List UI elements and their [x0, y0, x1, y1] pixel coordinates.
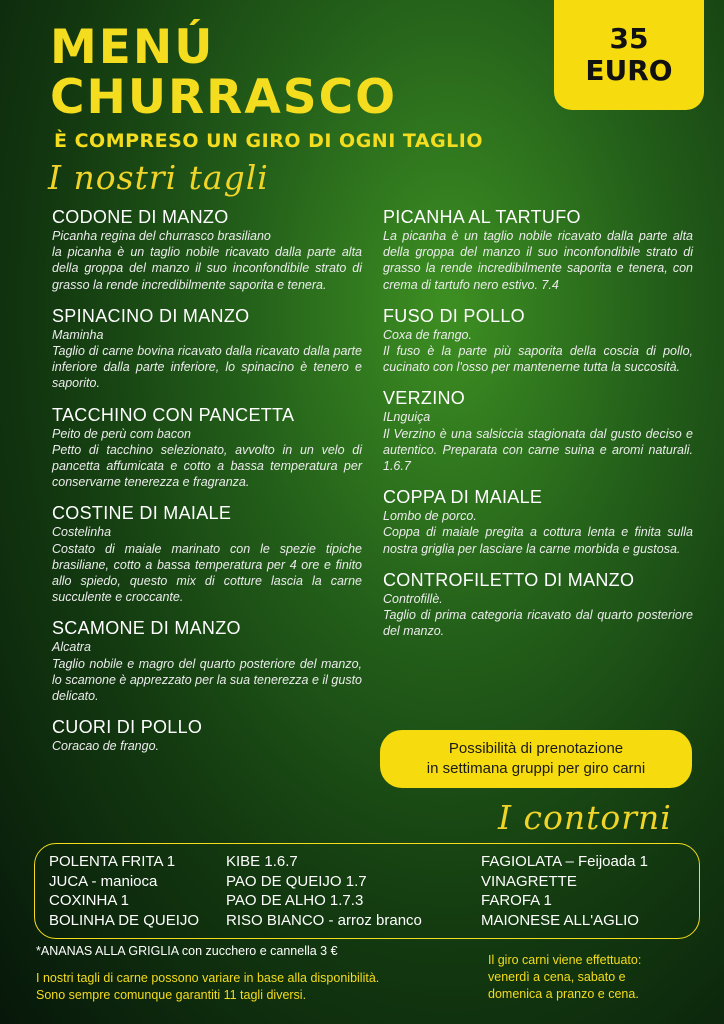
cut-description: la picanha è un taglio nobile ricavato dalla parte alta della groppa del manzo il suo inconfondibile strato di grasso la rende incredibilmente saporita e tenera. [52, 245, 362, 292]
side-dish-item: VINAGRETTE [481, 872, 577, 890]
availability-line2: Sono sempre comunque garantiti 11 tagli diversi. [36, 988, 307, 1002]
cut-name: SCAMONE DI MANZO [52, 618, 241, 639]
price-currency: EURO [585, 54, 673, 87]
cut-subtitle: Lombo de porco. [383, 509, 477, 524]
side-dish-item: JUCA - manioca [49, 872, 158, 890]
cut-description: Taglio di prima categoria ricavato dal quarto posteriore del manzo. [383, 608, 693, 639]
cut-subtitle: Picanha regina del churrasco brasiliano [52, 229, 271, 243]
cuts-right-column [383, 207, 693, 652]
menu-subtitle: È COMPRESO UN GIRO DI OGNI TAGLIO [54, 130, 483, 152]
cut-description: Il fuso è la parte più saporita della coscia di pollo, cucinato con l'osso per mantenerne tutta la succosità. [383, 344, 693, 375]
cut-name: SPINACINO DI MANZO [52, 305, 250, 326]
cut-name: CUORI DI POLLO [52, 717, 203, 738]
side-dish-item: MAIONESE ALL'AGLIO [481, 911, 639, 929]
cut-name: FUSO DI POLLO [383, 305, 525, 326]
cut-description: Coppa di maiale pregita a cottura lenta e finita sulla nostra griglia per lasciare la carne morbida e gustosa. [383, 525, 693, 556]
cut-name: COSTINE DI MAIALE [52, 503, 232, 524]
cut-item [383, 487, 693, 557]
cut-item [52, 306, 362, 392]
cut-item [52, 717, 362, 754]
cut-name: VERZINO [383, 388, 466, 409]
sides-heading: I contorni [498, 798, 672, 837]
cut-item [383, 306, 693, 376]
cut-subtitle: Coxa de frango. [383, 327, 472, 342]
cut-subtitle: Costelinha [52, 525, 112, 540]
cut-name: COPPA DI MAIALE [383, 487, 543, 508]
grill-pineapple-note: *ANANAS ALLA GRIGLIA con zucchero e cannella 3 € [36, 944, 338, 958]
side-dish-item: COXINHA 1 [49, 892, 130, 909]
cut-description: Taglio nobile e magro del quarto posteriore del manzo, lo scamone è apprezzato per la sua tenerezza e il gusto delicato. [52, 656, 362, 704]
cut-description: Taglio di carne bovina ricavato dalla ricavato dalla parte inferiore dalla parte inferiore, lo spinacino è tenero e saporito. [52, 344, 362, 391]
cut-item [52, 618, 362, 704]
cut-name: CONTROFILETTO DI MANZO [383, 569, 635, 590]
cut-item [52, 503, 362, 605]
cut-subtitle: Peito de perù com bacon [52, 426, 191, 441]
hours-line2: venerdì a cena, sabato e [488, 970, 626, 984]
side-dish-item: RISO BIANCO - arroz branco [226, 911, 422, 929]
menu-title-line1: MENÚ [50, 20, 215, 75]
side-dish-item: KIBE 1.6.7 [226, 853, 298, 870]
booking-line2: in settimana gruppi per giro carni [426, 760, 646, 777]
cut-description: Il Verzino è una salsiccia stagionata dal gusto deciso e autentico. Preparata con carne suina e aromi naturali. 1.6.7 [383, 426, 693, 474]
price-badge [554, 0, 704, 110]
cut-subtitle: Coracao de frango. [52, 739, 160, 754]
sides-column-1 [49, 852, 199, 930]
cut-subtitle: Controfillè. [383, 591, 443, 606]
booking-line1: Possibilità di prenotazione [448, 740, 624, 757]
sides-column-3 [481, 852, 648, 930]
service-hours-note [488, 952, 698, 1003]
cut-subtitle: Alcatra [52, 640, 91, 655]
cut-subtitle: Maminha [52, 327, 104, 342]
cut-name: TACCHINO CON PANCETTA [52, 404, 295, 425]
availability-line1: I nostri tagli di carne possono variare in base alla disponibilità. [36, 971, 380, 985]
cut-name: PICANHA AL TARTUFO [383, 207, 581, 227]
cut-item [383, 570, 693, 640]
booking-notice [380, 730, 692, 788]
cut-description: La picanha è un taglio nobile ricavato dalla parte alta della groppa del manzo il suo inconfondibile strato di grasso la rende incredibilmente saporita e tenera, con crema di tartufo nero estivo. 7.4 [383, 229, 693, 292]
availability-note [36, 970, 379, 1004]
sides-column-2 [226, 852, 422, 930]
cut-item [383, 207, 693, 293]
cut-description: Petto di tacchino selezionato, avvolto in un velo di pancetta affumicata e cotto a bassa temperatura per conservarne tenerezza e fragranza. [52, 442, 362, 490]
hours-line3: domenica a pranzo e cena. [488, 987, 639, 1001]
hours-line1: Il giro carni viene effettuato: [488, 953, 642, 967]
side-dish-item: FAGIOLATA – Feijoada 1 [481, 853, 649, 870]
side-dish-item: BOLINHA DE QUEIJO [49, 911, 200, 929]
cut-item [383, 388, 693, 474]
cuts-left-column [52, 207, 362, 767]
cut-description: Costato di maiale marinato con le spezie tipiche brasiliane, cotto a bassa temperatura per 4 ore e finito allo spiedo, questo mix di cotture lascia la carne succulente e croccante. [52, 541, 362, 605]
cut-item [52, 207, 362, 293]
cut-name: CODONE DI MANZO [52, 207, 229, 227]
sides-box [34, 843, 700, 939]
cut-item [52, 405, 362, 491]
side-dish-item: PAO DE QUEIJO 1.7 [226, 872, 367, 890]
side-dish-item: PAO DE ALHO 1.7.3 [226, 892, 364, 909]
menu-title-line2: CHURRASCO [50, 70, 398, 125]
side-dish-item: FAROFA 1 [481, 892, 552, 909]
price-amount: 35 [609, 21, 649, 55]
cuts-heading: I nostri tagli [48, 158, 269, 197]
side-dish-item: POLENTA FRITA 1 [49, 853, 176, 870]
cut-subtitle: ILnguiça [383, 410, 431, 425]
